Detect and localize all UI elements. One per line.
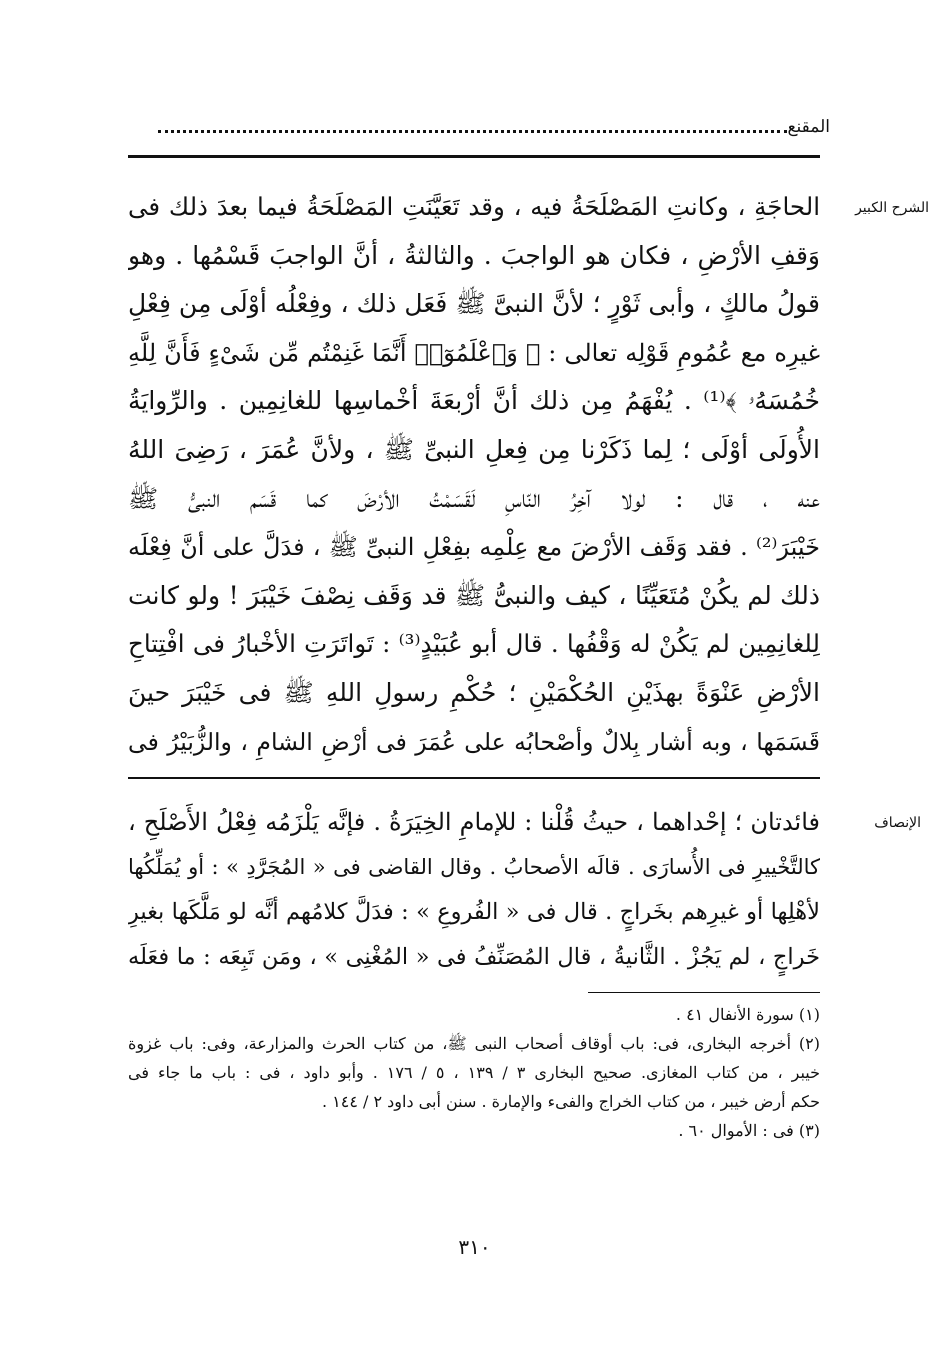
main-line: لِلغانِمِين لم يَكُنْ له وَقْفُها . قال أبو عُبَيْدٍ⁽³⁾ : تَواتَرَتِ الأخْبارُ فى افْتِتاحِ (128, 629, 820, 659)
main-line: غيرِه مع عُمُومِ قَوْلِه تعالى : ﴿ وَٱعْلَمُوٓا۟ أَنَّمَا غَنِمْتُم مِّن شَىْءٍ فَأَنَّ لِلَّهِ (128, 338, 820, 367)
footnote-rule (588, 992, 820, 993)
insaf-line: لأهْلِها أو غيرِهم بخَراجٍ . قال فى « الفُروعِ » : فدَلَّ كلامُهم أنَّه لو مَلَّكَها بغيرِ (128, 899, 820, 925)
header-dotted-leader (158, 130, 787, 133)
main-line: الأرْضِ عَنْوَةً بهذَيْنِ الحُكْمَيْنِ ؛ حُكْمِ رسولِ اللهِ ﷺ فى خَيْبَرَ حينَ (128, 677, 820, 707)
main-line: عنه ، قال : لولا آخِرُ النّاسِ لَقَسَمْتُ الأرْضَ كما قَسَم النبىُّ ﷺ (128, 483, 820, 513)
footnote-line: (١) سورة الأنفال ٤١ . (675, 1005, 820, 1024)
main-line: الحاجَةِ ، وكانتِ المَصْلَحَةُ فيه ، وقد تَعَيَّنَتِ المَصْلَحَةُ فيما بعدَ ذلك فى (128, 192, 820, 221)
main-line: وَقفِ الأرْضِ ، فكان هو الواجبَ . والثالثةُ ، أنَّ الواجبَ قَسْمُها . وهو (128, 240, 820, 270)
insaf-line: خَراجٍ ، لم يَجُزْ . الثَّانيةُ ، قال المُصَنِّفُ فى « المُغْنِى » ، ومَن تَبِعَه : ما فعَلَه (128, 944, 820, 970)
footnote-line: حكم أرض خيبر ، من كتاب الخراج والفىء والإمارة . سنن أبى داود ٢ / ١٤٤ . (321, 1092, 820, 1111)
section-divider (128, 777, 820, 779)
header-rule (128, 155, 820, 158)
main-text-block (128, 183, 820, 766)
footnote-line: (٣) فى : الأموال ٦٠ . (678, 1121, 820, 1140)
main-line: الأُولَى أوْلَى ؛ لِما ذَكَرْنا مِن فِعلِ النبىِّ ﷺ ، ولأنَّ عُمَرَ ، رَضِىَ اللهُ (128, 434, 820, 464)
main-line: ذلك لم يكُنْ مُتَعَيِّنًا ، كيف والنبىُّ ﷺ قد وَقَف نِصْفَ خَيْبَرَ ! ولو كانت (128, 580, 820, 610)
main-line: قولُ مالكٍ ، وأبى ثَوْرٍ ؛ لأنَّ النبىَّ ﷺ فَعَل ذلك ، وفِعْلُه أوْلَى مِن فِعْلِ (128, 289, 820, 319)
insaf-text-block (128, 800, 820, 980)
main-line: خُمُسَهُۥ ﴾⁽¹⁾ . يُفْهَمُ مِن ذلك أنَّ أرْبعَةَ أخْماسِها للغانِمِين . والرِّوايَةُ (128, 386, 820, 416)
side-label-insaf: الإنصاف (874, 815, 921, 831)
insaf-line: فائدتان ؛ إحْداهما ، حيثُ قُلْنا : للإمامِ الخِيَرَةُ . فإنَّه يَلْزَمُه فِعْلُ الأَصْلَحِ ، (128, 808, 820, 836)
running-header (128, 112, 848, 142)
footnote-line: (٢) أخرجه البخارى، فى: باب أوقاف أصحاب النبى ﷺ، من كتاب الحرث والمزارعة، وفى: باب غزوة (128, 1034, 820, 1053)
footnote-line: خيبر ، من كتاب المغازى. صحيح البخارى ٣ / ١٣٩ ، ٥ / ١٧٦ . وأبو داود ، فى : باب ما جاء فى (128, 1063, 820, 1082)
footnotes-block (128, 1000, 820, 1145)
insaf-line: كالتَّخْييرِ فى الأُسارَى . قالَه الأصحابُ . وقال القاضى فى « المُجَرَّدِ » : أو يُمَلِّكُها (128, 855, 820, 879)
page-number: ٣١٠ (458, 1235, 491, 1259)
main-line: خَيْبَرَ⁽²⁾ . فقد وَقَف الأرْضَ مع عِلْمِه بفِعْلِ النبىِّ ﷺ ، فدَلَّ على أنَّ فِعْلَه (128, 533, 820, 562)
main-line: قَسَمَها ، وبه أشار بِلالٌ وأصْحابُه على عُمَرَ فى أرْضِ الشامِ ، والزُّبَيْرُ فى (128, 727, 820, 756)
side-label-sharh: الشرح الكبير (855, 200, 929, 216)
header-title: المقنع (787, 117, 830, 137)
